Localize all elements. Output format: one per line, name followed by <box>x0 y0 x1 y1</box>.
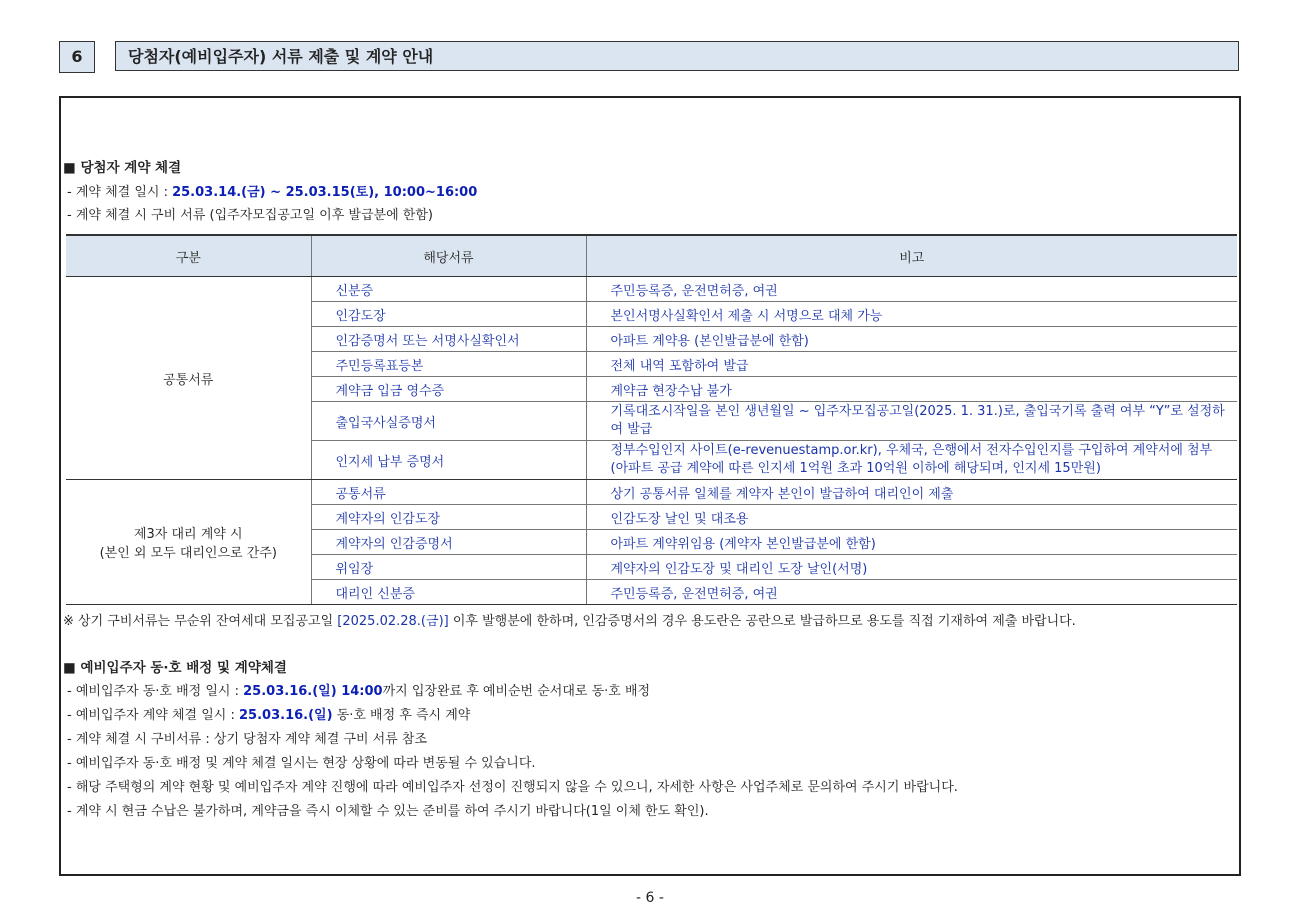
section-header <box>59 41 1242 73</box>
doc-cell: 출입국사실증명서 <box>311 402 586 441</box>
reserve-assign-line: - 예비입주자 동·호 배정 일시 : 25.03.16.(일) 14:00까지 입장완료 후 예비순번 순서대로 동·호 배정 <box>67 684 651 699</box>
group-common-label: 공통서류 <box>66 277 311 480</box>
notice-date: [2025.02.28.(금)] <box>337 614 449 629</box>
page-number: - 6 - <box>636 890 664 906</box>
docs-note: ※ 상기 구비서류는 무순위 잔여세대 모집공고일 [2025.02.28.(금)] 이후 발행분에 한하며, 인감증명서의 경우 용도란은 공란으로 발급하므로 용도를 직접 기재하여 제출 바랍니다. <box>63 614 1076 629</box>
header-category: 구분 <box>66 235 311 277</box>
note-cell: 아파트 계약용 (본인발급분에 한함) <box>586 327 1237 352</box>
section-number: 6 <box>59 41 95 73</box>
reserve-docs-line: - 계약 체결 시 구비서류 : 상기 당첨자 계약 체결 구비 서류 참조 <box>67 732 428 747</box>
doc-cell: 신분증 <box>311 277 586 302</box>
note-cell: 정부수입인지 사이트(e-revenuestamp.or.kr), 우체국, 은행에서 전자수입인지를 구입하여 계약서에 첨부(아파트 공급 계약에 따른 인지세 1억원 초과 10억원 이하에 해당되며, 인지세 15만원) <box>586 441 1237 480</box>
doc-cell: 공통서류 <box>311 480 586 505</box>
table-header-row <box>66 235 1237 277</box>
required-docs-table <box>66 234 1237 605</box>
note-cell: 본인서명사실확인서 제출 시 서명으로 대체 가능 <box>586 302 1237 327</box>
doc-cell: 계약금 입금 영수증 <box>311 377 586 402</box>
doc-cell: 계약자의 인감도장 <box>311 505 586 530</box>
note-cell: 주민등록증, 운전면허증, 여권 <box>586 277 1237 302</box>
note-cell: 상기 공통서류 일체를 계약자 본인이 발급하여 대리인이 제출 <box>586 480 1237 505</box>
note-cell: 인감도장 날인 및 대조용 <box>586 505 1237 530</box>
note-cell: 주민등록증, 운전면허증, 여권 <box>586 580 1237 605</box>
content-frame <box>59 96 1241 876</box>
reserve-payment-line: - 계약 시 현금 수납은 불가하며, 계약금을 즉시 이체할 수 있는 준비를 하여 주시기 바랍니다(1일 이체 한도 확인). <box>67 804 709 819</box>
contract-date-line: - 계약 체결 일시 : 25.03.14.(금) ~ 25.03.15(토), 10:00~16:00 <box>67 185 478 200</box>
reserve-inquiry-line: - 해당 주택형의 계약 현황 및 예비입주자 계약 진행에 따라 예비입주자 선정이 진행되지 않을 수 있으니, 자세한 사항은 사업주체로 문의하여 주시기 바랍니다. <box>67 780 958 795</box>
doc-cell: 위임장 <box>311 555 586 580</box>
reserve-change-line: - 예비입주자 동·호 배정 및 계약 체결 일시는 현장 상황에 따라 변동될 수 있습니다. <box>67 756 536 771</box>
doc-cell: 대리인 신분증 <box>311 580 586 605</box>
table-row <box>66 480 1237 505</box>
header-remarks: 비고 <box>586 235 1237 277</box>
doc-cell: 주민등록표등본 <box>311 352 586 377</box>
note-cell: 전체 내역 포함하여 발급 <box>586 352 1237 377</box>
note-cell: 아파트 계약위임용 (계약자 본인발급분에 한함) <box>586 530 1237 555</box>
header-document: 해당서류 <box>311 235 586 277</box>
section-title: 당첨자(예비입주자) 서류 제출 및 계약 안내 <box>115 41 1239 71</box>
required-docs-line: - 계약 체결 시 구비 서류 (입주자모집공고일 이후 발급분에 한함) <box>67 208 433 223</box>
note-cell: 기록대조시작일을 본인 생년월일 ~ 입주자모집공고일(2025. 1. 31.)로, 출입국기록 출력 여부 “Y”로 설정하여 발급 <box>586 402 1237 441</box>
group-proxy-label: 제3자 대리 계약 시 (본인 외 모두 대리인으로 간주) <box>66 480 311 605</box>
contract-section-title: ■ 당첨자 계약 체결 <box>63 160 182 176</box>
contract-date-value: 25.03.14.(금) ~ 25.03.15(토), 10:00~16:00 <box>172 185 478 200</box>
table-row <box>66 277 1237 302</box>
doc-cell: 인감도장 <box>311 302 586 327</box>
doc-cell: 계약자의 인감증명서 <box>311 530 586 555</box>
note-cell: 계약자의 인감도장 및 대리인 도장 날인(서명) <box>586 555 1237 580</box>
note-cell: 계약금 현장수납 불가 <box>586 377 1237 402</box>
reserve-contract-line: - 예비입주자 계약 체결 일시 : 25.03.16.(일) 동·호 배정 후 즉시 계약 <box>67 708 471 723</box>
reserve-section-title: ■ 예비입주자 동·호 배정 및 계약체결 <box>63 660 287 676</box>
doc-cell: 인감증명서 또는 서명사실확인서 <box>311 327 586 352</box>
doc-cell: 인지세 납부 증명서 <box>311 441 586 480</box>
